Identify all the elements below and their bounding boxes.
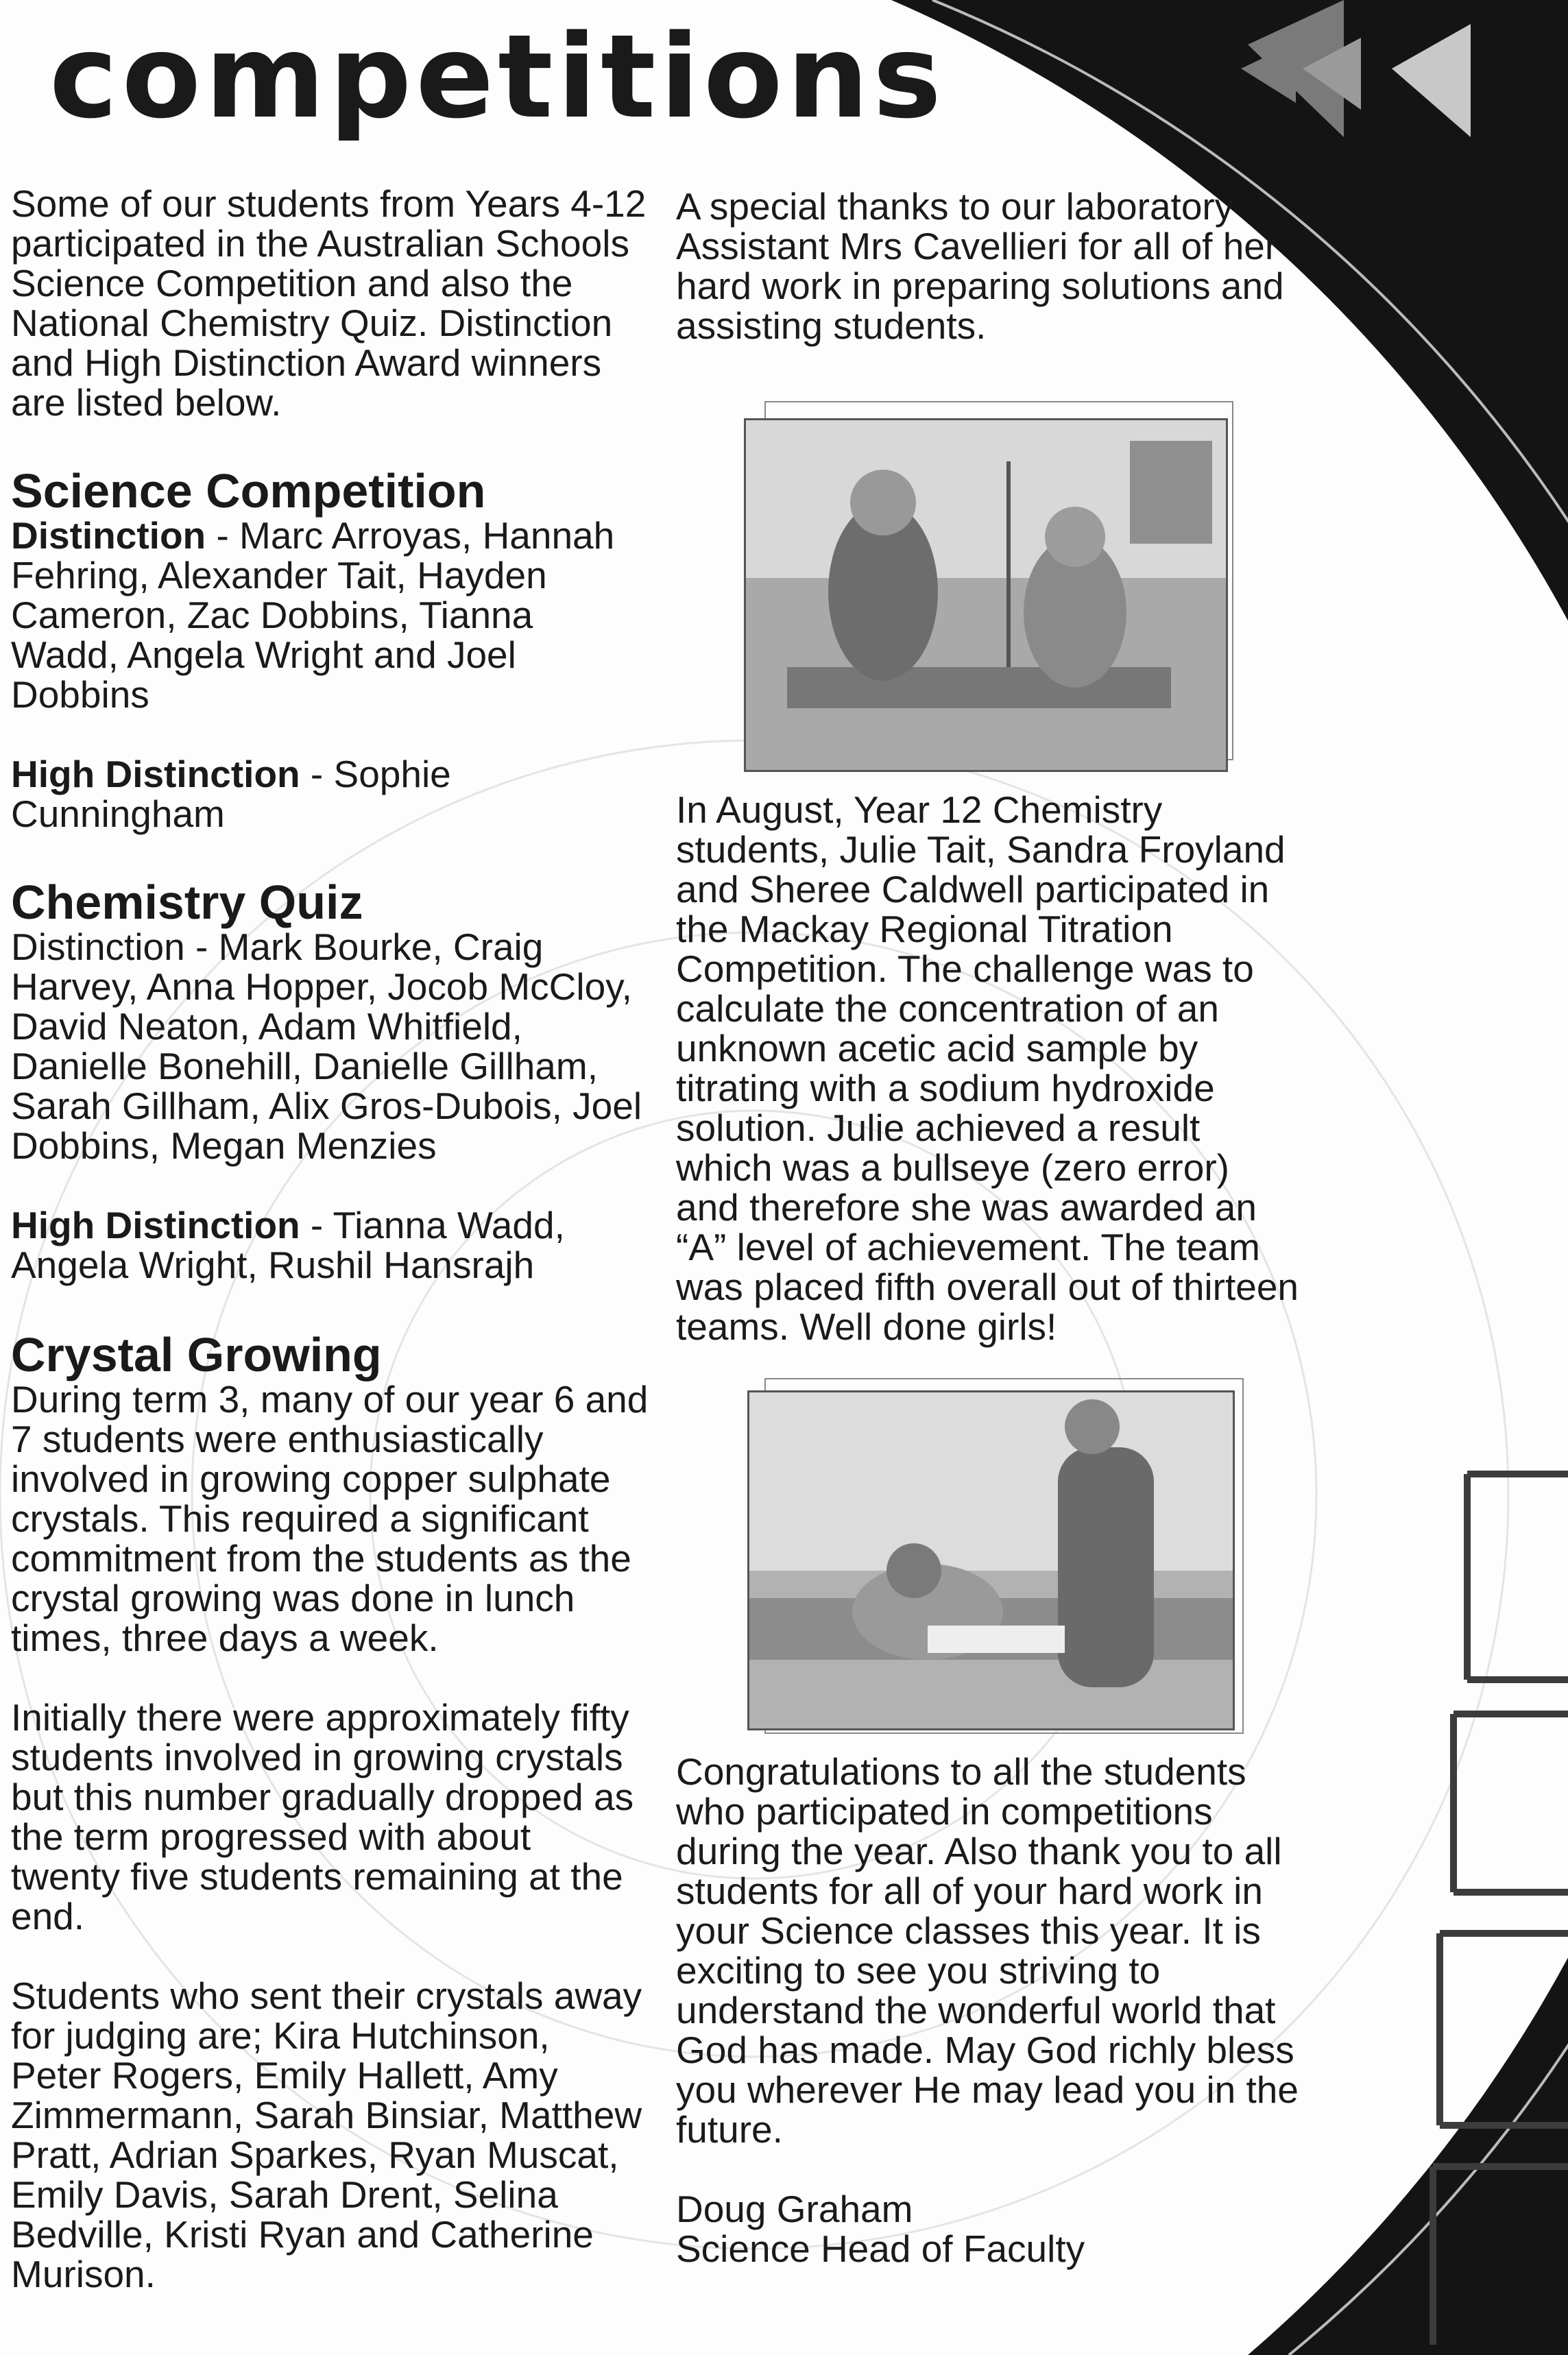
thanks-paragraph-block bbox=[676, 186, 1300, 346]
page-title: competitions bbox=[49, 10, 946, 144]
congrats-paragraph: Congratulations to all the students who participated in competitions during the year. Also thank you to all students for all of your hard work in your Science classes this year. It is exciting to see you striving to understand the wonderful world that God has made. May God richly bless you wherever He may lead you in the future. bbox=[676, 1750, 1299, 2151]
chemistry-high-label: High Distinction bbox=[11, 1204, 300, 1246]
signature-name: Doug Graham bbox=[676, 2188, 913, 2230]
science-section bbox=[11, 466, 649, 834]
chemistry-heading: Chemistry Quiz bbox=[11, 875, 363, 929]
science-distinction bbox=[11, 516, 649, 714]
titration-block bbox=[676, 790, 1300, 1346]
science-high-names: - Sophie Cunningham bbox=[11, 753, 451, 835]
signature-title: Science Head of Faculty bbox=[676, 2227, 1085, 2270]
science-high-label: High Distinction bbox=[11, 753, 300, 795]
chemistry-section bbox=[11, 875, 649, 1286]
crystal-heading: Crystal Growing bbox=[11, 1328, 382, 1381]
chemistry-high-names: - Tianna Wadd, Angela Wright, Rushil Hansrajh bbox=[11, 1204, 565, 1286]
crystal-paragraph-1: During term 3, many of our year 6 and 7 students were enthusiastically involved in growing copper sulphate crystals. This required a significant commitment from the students as the crystal growing was done in lunch times, three days a week. bbox=[11, 1378, 649, 1659]
crystal-section bbox=[11, 1330, 649, 2294]
thanks-paragraph: A special thanks to our laboratory Assistant Mrs Cavellieri for all of her hard work in preparing solutions and assisting students. bbox=[676, 185, 1284, 347]
classroom-photo-students bbox=[747, 1390, 1235, 1730]
crystal-paragraph-2: Initially there were approximately fifty students involved in growing crystals but this number gradually dropped as the term progressed with about twenty five students remaining at the end. bbox=[11, 1696, 634, 1937]
lab-photo-illustration bbox=[746, 420, 1226, 770]
science-high-distinction bbox=[11, 754, 649, 834]
science-distinction-names: - Marc Arroyas, Hannah Fehring, Alexander Tait, Hayden Cameron, Zac Dobbins, Tianna Wadd, Angela Wright and Joel Dobbins bbox=[11, 514, 615, 716]
crystal-paragraph-3: Students who sent their crystals away for judging are; Kira Hutchinson, Peter Rogers, Emily Hallett, Amy Zimmermann, Sarah Binsiar, Matthew Pratt, Adrian Sparkes, Ryan Muscat, Emily Davis, Sarah Drent, Selina Bedville, Kristi Ryan and Catherine Murison. bbox=[11, 1974, 642, 2295]
congrats-block bbox=[676, 1752, 1300, 2269]
left-column bbox=[11, 184, 649, 422]
science-heading: Science Competition bbox=[11, 464, 486, 518]
chemistry-high-distinction bbox=[11, 1205, 649, 1285]
classroom-photo-illustration bbox=[749, 1392, 1233, 1728]
titration-paragraph: In August, Year 12 Chemistry students, Julie Tait, Sandra Froyland and Sheree Caldwell participated in the Mackay Regional Titration Competition. The challenge was to calculate the concentration of an unknown acetic acid sample by titrating with a sodium hydroxide solution. Julie achieved a result which was a bullseye (zero error) and therefore she was awarded an “A” level of achievement. The team was placed fifth overall out of thirteen teams. Well done girls! bbox=[676, 788, 1299, 1348]
chemistry-distinction: Distinction - Mark Bourke, Craig Harvey, Anna Hopper, Jocob McCloy, David Neaton, Adam Whitfield, Danielle Bonehill, Danielle Gillham, Sarah Gillham, Alix Gros-Dubois, Joel Dobbins, Megan Menzies bbox=[11, 926, 642, 1167]
intro-paragraph: Some of our students from Years 4-12 participated in the Australian Schools Science Competition and also the National Chemistry Quiz. Distinction and High Distinction Award winners are listed below. bbox=[11, 182, 647, 424]
science-distinction-label: Distinction bbox=[11, 514, 206, 557]
lab-photo-students bbox=[744, 418, 1228, 772]
